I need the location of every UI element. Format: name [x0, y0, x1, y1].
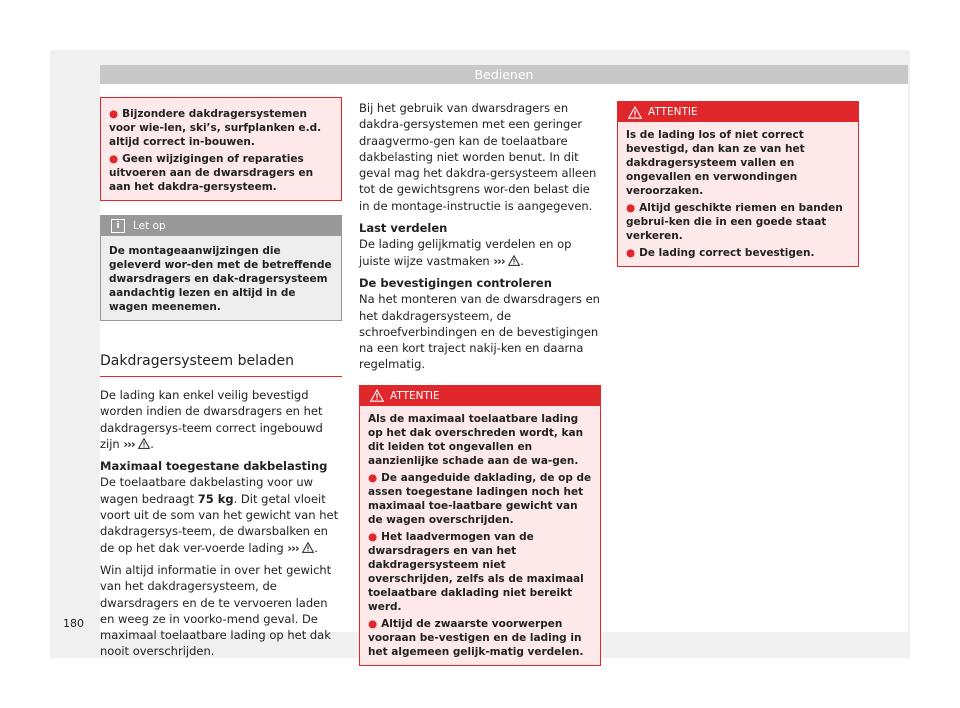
warning-box-continued [100, 97, 342, 201]
subheading-max-roof-load: Maximaal toegestane dakbelasting [100, 459, 328, 474]
warning-triangle-icon[interactable] [138, 438, 150, 449]
warning-title: ATTENTIE [648, 106, 698, 118]
warning-body [360, 406, 600, 665]
warning-title-bar [360, 386, 600, 406]
subheading-check-fixings: De bevestigingen controleren [359, 275, 552, 290]
warning-bullet: ● De lading correct bevestigen. [626, 247, 815, 259]
warning-body [101, 98, 341, 200]
distribute-paragraph: De lading gelijkmatig verdelen en op juiste wijze vastmaken ››› . [359, 237, 572, 268]
section-title: Dakdragersysteem beladen [100, 353, 342, 377]
page-header: Bedienen [100, 65, 908, 84]
cross-reference-arrows[interactable]: ››› [287, 540, 299, 555]
warning-lead: Als de maximaal toelaatbare lading op het dak overschreden wordt, kan dit leiden tot ongevallen en aanzienlijke schade aan de wa-gen. [368, 412, 584, 467]
warning-triangle-icon[interactable] [508, 255, 520, 266]
warning-triangle-icon[interactable] [302, 542, 314, 553]
warning-title-bar [618, 102, 858, 122]
roof-load-value: 75 kg [197, 491, 234, 506]
page-number: 180 [63, 617, 84, 630]
column-middle [359, 100, 601, 666]
warning-triangle-icon [628, 106, 642, 119]
cross-reference-arrows[interactable]: ››› [493, 253, 505, 268]
bullet-icon: ● [626, 202, 636, 214]
note-title: Let op [133, 220, 166, 232]
roof-load-paragraph: De toelaatbare dakbelasting voor uw wagen bedraagt 75 kg. Dit getal vloeit voort uit de som van het gewicht van het dakdragersys-teem, de dwarsbalken en de op het dak ver-voerde lading ››› . [100, 475, 339, 555]
warning-triangle-icon [370, 389, 384, 402]
subheading-distribute-load: Last verdelen [359, 221, 448, 236]
column-left [100, 97, 342, 666]
bullet-icon: ● [109, 108, 119, 120]
warning-bullet: ● Geen wijzigingen of reparaties uitvoeren aan de dwarsdragers en aan het dakdra-gersysteem. [109, 153, 314, 193]
warning-bullet: ● Het laadvermogen van de dwarsdragers en van het dakdragersysteem niet overschrijden, zelfs als de maximaal toelaatbare daklading niet bereikt werd. [368, 530, 584, 613]
reduced-capacity-paragraph: Bij het gebruik van dwarsdragers en dakdra-gersystemen met een geringer draagvermo-gen kan de toelaatbare dakbelasting niet worden benut. In dit geval mag het dakdra-gersysteem alleen tot de gewichtsgrens wor-den belast die in de montage-instructie is aangegeven. [359, 101, 597, 213]
warning-bullet: ● De aangeduide daklading, de op de assen toegestane ladingen noch het maximaal toe-laatbare gewicht van de wagen overschrijden. [368, 471, 592, 526]
warning-bullet: ● Altijd de zwaarste voorwerpen vooraan be-vestigen en de lading in het algemeen gelijk-matig verdelen. [368, 617, 584, 658]
warning-bullet: ● Bijzondere dakdragersystemen voor wie-len, ski’s, surfplanken e.d. altijd correct in-bouwen. [109, 108, 322, 148]
bullet-icon: ● [368, 471, 378, 484]
note-text: De montageaanwijzingen die geleverd wor-den met de betreffende dwarsdragers en dak-dragersysteem aandachtig lezen en altijd in de wagen meenemen. [109, 245, 332, 313]
weight-info-paragraph: Win altijd informatie in over het gewicht van het dakdragersysteem, de dwarsdragers en de te vervoeren laden en weeg ze in voorko-mend geval. De maximaal toelaatbare lading op het dak nooit overschrijden. [100, 562, 332, 659]
warning-title: ATTENTIE [390, 389, 440, 402]
bullet-icon: ● [109, 153, 119, 165]
warning-bullet: ● Altijd geschikte riemen en banden gebrui-ken die in een goede staat verkeren. [626, 202, 843, 242]
warning-body [618, 122, 858, 266]
check-fixings-paragraph: Na het monteren van de dwarsdragers en het dakdragersysteem, de schroefverbindingen en de bevestigingen na een kort traject nakij-ken en daarna regelmatig. [359, 292, 600, 372]
warning-box-overload [359, 385, 601, 666]
bullet-icon: ● [368, 530, 378, 543]
warning-box-loose-load [617, 101, 859, 267]
bullet-icon: ● [626, 247, 636, 259]
intro-paragraph: De lading kan enkel veilig bevestigd worden indien de dwarsdragers en het dakdragersys-teem correct ingebouwd zijn ››› . [100, 388, 323, 451]
note-box [100, 215, 342, 321]
cross-reference-arrows[interactable]: ››› [123, 436, 135, 451]
bullet-icon: ● [368, 617, 378, 630]
warning-lead: Is de lading los of niet correct bevestigd, dan kan ze van het dakdragersysteem vallen en ongevallen en verwondingen veroorzaken. [626, 129, 805, 197]
note-title-bar [101, 216, 341, 236]
column-right [617, 101, 859, 267]
info-icon: i [111, 219, 125, 233]
